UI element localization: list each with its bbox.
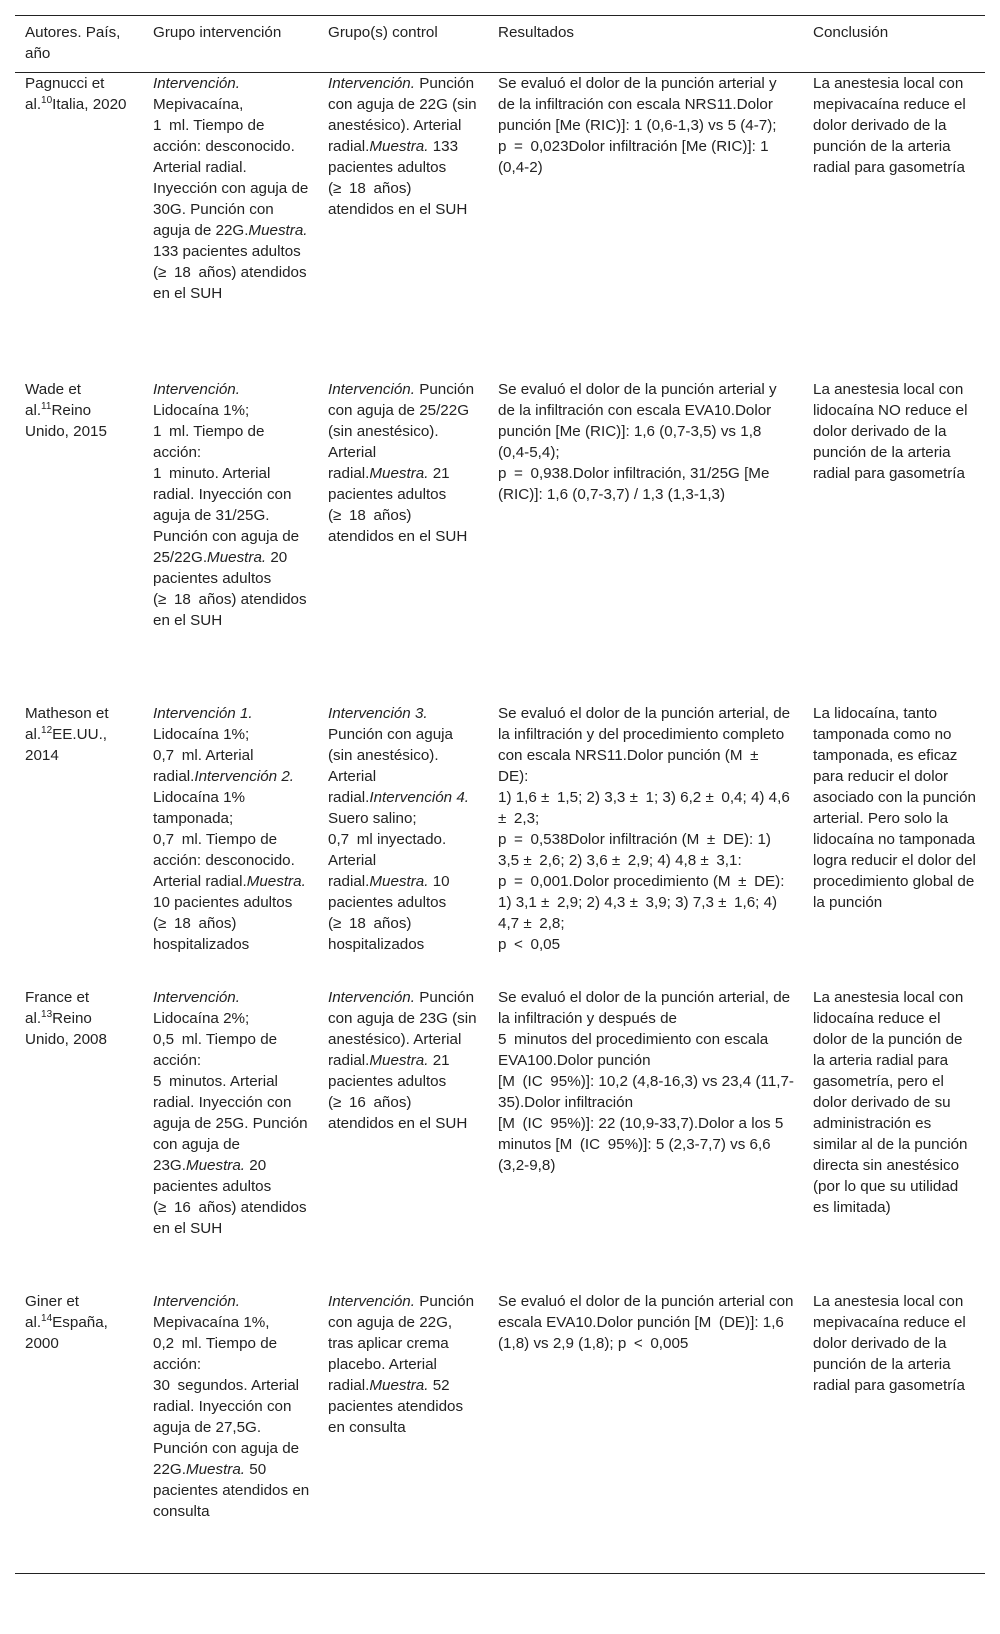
table-body	[15, 73, 985, 1574]
italic-label: Muestra.	[248, 222, 308, 239]
cell-segment: 20 pacientes adultos (≥ 16 años) atendidos en el SUH	[153, 1157, 307, 1237]
header-results: Resultados	[498, 24, 574, 41]
cell-author	[15, 987, 143, 1291]
table-row	[15, 379, 985, 703]
author-place: Reino Unido, 2015	[25, 402, 107, 440]
italic-label: Intervención.	[328, 75, 415, 92]
reference-number: 11	[41, 400, 52, 412]
header-conclusion: Conclusión	[813, 24, 889, 41]
italic-label: Muestra.	[369, 465, 429, 482]
italic-label: Muestra.	[369, 1052, 429, 1069]
author-place: Reino Unido, 2008	[25, 1010, 107, 1048]
cell-control	[318, 987, 488, 1291]
author-place: EE.UU., 2014	[25, 726, 108, 764]
author-place: Italia, 2020	[52, 96, 127, 113]
cell-segment: Lidocaína 1%; 0,7 ml. Arterial radial.	[153, 726, 254, 785]
table-row	[15, 1291, 985, 1574]
reference-number: 13	[41, 1008, 53, 1020]
cell-segment: Punción con aguja de 22G (sin anestésico). Arterial radial.	[328, 75, 477, 155]
cell-author	[15, 703, 143, 987]
header-intervention-group: Grupo intervención	[153, 24, 282, 41]
header-authors: Autores. País, año	[25, 24, 121, 62]
cell-segment: Punción con aguja de 23G (sin anestésico). Arterial radial.	[328, 989, 477, 1069]
cell-results: Se evaluó el dolor de la punción arterial, de la infiltración y del procedimiento completo con escala NRS11.Dolor punción (M ± DE): 1) 1,6 ± 1,5; 2) 3,3 ± 1; 3) 6,2 ± 0,4; 4) 4,6 ± 2,3; p = 0,538Dolor infiltración (M ± DE): 1) 3,5 ± 2,6; 2) 3,6 ± 2,9; 4) 4,8 ± 3,1: p = 0,001.Dolor procedimiento (M ± DE): 1) 3,1 ± 2,9; 2) 4,3 ± 3,9; 3) 7,3 ± 1,6; 4) 4,7 ± 2,8; p < 0,05	[498, 705, 791, 953]
table-header	[15, 16, 985, 73]
author-name: Giner et al.	[25, 1293, 80, 1331]
cell-segment: 21 pacientes adultos (≥ 16 años) atendidos en el SUH	[328, 1052, 468, 1132]
cell-author	[15, 379, 143, 703]
table-row	[15, 987, 985, 1291]
cell-conclusion: La lidocaína, tanto tamponada como no tamponada, es eficaz para reducir el dolor asociado con la punción arterial. Pero solo la lidocaína no tamponada logra reducir el dolor del procedimiento global de la punción	[813, 705, 976, 911]
cell-segment: 133 pacientes adultos (≥ 18 años) atendidos en el SUH	[328, 138, 468, 218]
cell-segment: 133 pacientes adultos (≥ 18 años) atendidos en el SUH	[153, 243, 307, 302]
cell-control	[318, 73, 488, 380]
cell-conclusion: La anestesia local con mepivacaína reduce el dolor derivado de la punción de la arteria radial para gasometría	[813, 75, 966, 176]
italic-label: Intervención.	[328, 1293, 415, 1310]
cell-intervention	[143, 987, 318, 1291]
italic-label: Intervención.	[153, 989, 240, 1006]
reference-number: 12	[41, 724, 53, 736]
italic-label: Muestra.	[369, 873, 429, 890]
italic-label: Intervención.	[153, 1293, 240, 1310]
cell-segment: 20 pacientes adultos (≥ 18 años) atendidos en el SUH	[153, 549, 307, 629]
cell-intervention	[143, 703, 318, 987]
author-name: Wade et al.	[25, 381, 81, 419]
cell-author	[15, 1291, 143, 1574]
italic-label: Intervención 2.	[194, 768, 294, 785]
cell-control	[318, 703, 488, 987]
cell-intervention	[143, 379, 318, 703]
cell-results: Se evaluó el dolor de la punción arterial, de la infiltración y después de 5 minutos del procedimiento con escala EVA100.Dolor punción [M (IC 95%)]: 10,2 (4,8-16,3) vs 23,4 (11,7-35).Dolor infiltración [M (IC 95%)]: 22 (10,9-33,7).Dolor a los 5 minutos [M (IC 95%)]: 5 (2,3-7,7) vs 6,6 (3,2-9,8)	[498, 989, 794, 1174]
author-name: Pagnucci et al.	[25, 75, 105, 113]
cell-segment: Lidocaína 2%; 0,5 ml. Tiempo de acción: 5 minutos. Arterial radial. Inyección con aguja de 25G. Punción con aguja de 23G.	[153, 1010, 308, 1174]
cell-segment: 52 pacientes atendidos en consulta	[328, 1377, 464, 1436]
cell-author	[15, 73, 143, 380]
italic-label: Intervención.	[153, 75, 240, 92]
cell-results: Se evaluó el dolor de la punción arterial con escala EVA10.Dolor punción [M (DE)]: 1,6 (1,8) vs 2,9 (1,8); p < 0,005	[498, 1293, 794, 1352]
italic-label: Muestra.	[246, 873, 306, 890]
italic-label: Muestra.	[369, 1377, 429, 1394]
author-name: France et al.	[25, 989, 90, 1027]
cell-segment: Lidocaína 1% tamponada; 0,7 ml. Tiempo de acción: desconocido. Arterial radial.	[153, 789, 295, 890]
cell-conclusion: La anestesia local con lidocaína reduce el dolor de la punción de la arteria radial para gasometría, pero el dolor derivado de su administración es similar al de la punción directa sin anestésico (por lo que su utilidad es limitada)	[813, 989, 968, 1216]
italic-label: Intervención 3.	[328, 705, 428, 722]
cell-segment: Punción con aguja de 25/22G (sin anestésico). Arterial radial.	[328, 381, 475, 482]
header-row	[15, 16, 985, 73]
italic-label: Muestra.	[369, 138, 429, 155]
cell-results: Se evaluó el dolor de la punción arterial y de la infiltración con escala NRS11.Dolor punción [Me (RIC)]: 1 (0,6-1,3) vs 5 (4-7); p = 0,023Dolor infiltración [Me (RIC)]: 1 (0,4-2)	[498, 75, 777, 176]
cell-segment: Mepivacaína 1%, 0,2 ml. Tiempo de acción: 30 segundos. Arterial radial. Inyección con aguja de 27,5G. Punción con aguja de 22G.	[153, 1314, 300, 1478]
cell-segment: 21 pacientes adultos (≥ 18 años) atendidos en el SUH	[328, 465, 468, 545]
cell-control	[318, 379, 488, 703]
cell-conclusion: La anestesia local con mepivacaína reduce el dolor derivado de la punción de la arteria radial para gasometría	[813, 1293, 966, 1394]
author-name: Matheson et al.	[25, 705, 109, 743]
italic-label: Intervención.	[328, 989, 415, 1006]
italic-label: Muestra.	[185, 1157, 246, 1174]
cell-control	[318, 1291, 488, 1574]
italic-label: Intervención 1.	[153, 705, 253, 722]
cell-segment: Punción con aguja de 22G, tras aplicar crema placebo. Arterial radial.	[328, 1293, 475, 1394]
cell-conclusion: La anestesia local con lidocaína NO reduce el dolor derivado de la punción de la arteria radial para gasometría	[813, 381, 968, 482]
header-control-group: Grupo(s) control	[328, 24, 438, 41]
author-place: España, 2000	[25, 1314, 108, 1352]
italic-label: Muestra.	[185, 1461, 246, 1478]
reference-number: 10	[41, 94, 53, 106]
cell-segment: 10 pacientes adultos (≥ 18 años) hospitalizados	[328, 873, 450, 953]
table-row	[15, 73, 985, 380]
italic-label: Intervención 4.	[369, 789, 469, 806]
evidence-table	[15, 15, 985, 1574]
cell-intervention	[143, 1291, 318, 1574]
reference-number: 14	[41, 1312, 53, 1324]
cell-segment: Lidocaína 1%; 1 ml. Tiempo de acción: 1 minuto. Arterial radial. Inyección con aguja de 31/25G. Punción con aguja de 25/22G.	[153, 402, 300, 566]
italic-label: Intervención.	[153, 381, 240, 398]
cell-segment: Punción con aguja (sin anestésico). Arterial radial.	[328, 726, 453, 806]
cell-segment: Suero salino; 0,7 ml inyectado. Arterial radial.	[328, 810, 447, 890]
cell-segment: 50 pacientes atendidos en consulta	[153, 1461, 310, 1520]
cell-results: Se evaluó el dolor de la punción arterial y de la infiltración con escala EVA10.Dolor punción [Me (RIC)]: 1,6 (0,7-3,5) vs 1,8 (0,4-5,4); p = 0,938.Dolor infiltración, 31/25G [Me (RIC)]: 1,6 (0,7-3,7) / 1,3 (1,3-1,3)	[498, 381, 777, 503]
italic-label: Muestra.	[207, 549, 267, 566]
italic-label: Intervención.	[328, 381, 415, 398]
cell-segment: 10 pacientes adultos (≥ 18 años) hospitalizados	[153, 894, 293, 953]
cell-intervention	[143, 73, 318, 380]
cell-segment: Mepivacaína, 1 ml. Tiempo de acción: desconocido. Arterial radial. Inyección con aguja de 30G. Punción con aguja de 22G.	[153, 96, 309, 239]
table-row	[15, 703, 985, 987]
